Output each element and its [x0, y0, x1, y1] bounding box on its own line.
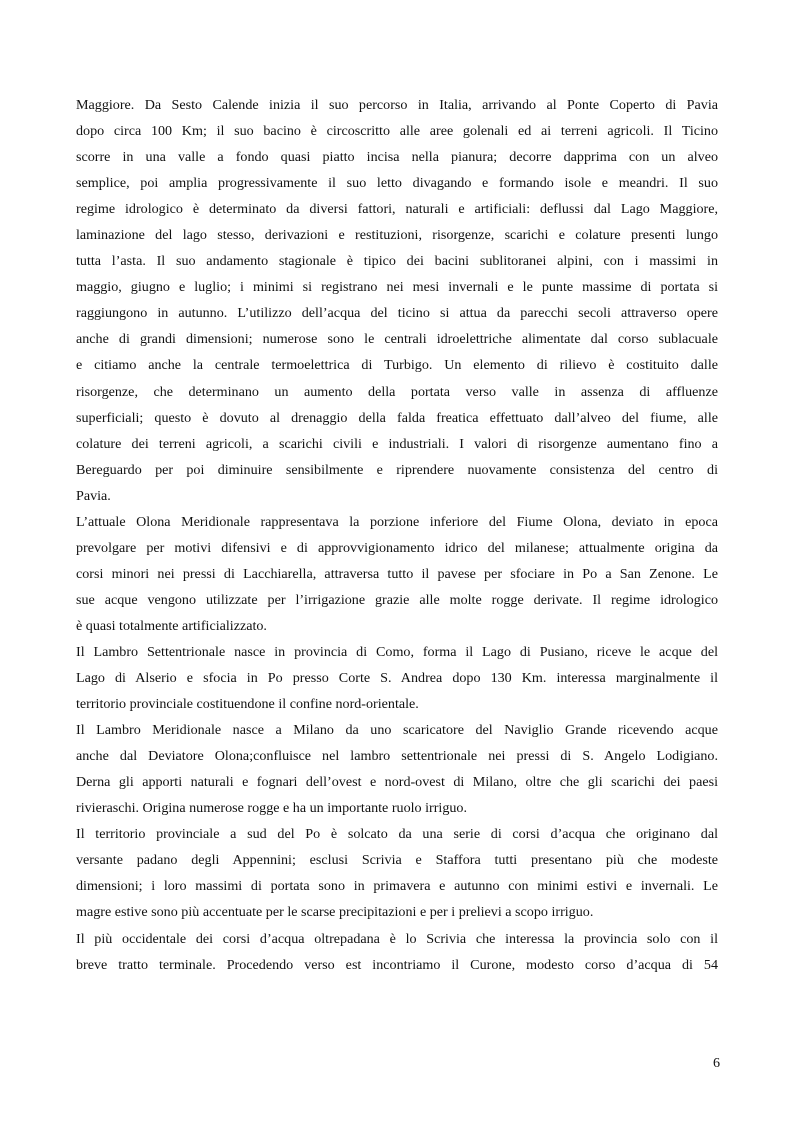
- paragraph-scrivia: [76, 926, 718, 978]
- text-line: rivieraschi. Origina numerose rogge e ha un importante ruolo irriguo.: [76, 800, 467, 817]
- text-line: Maggiore. Da Sesto Calende inizia il suo percorso in Italia, arrivando al Ponte Coperto di Pavia: [76, 97, 718, 113]
- text-line: tutta l’asta. Il suo andamento stagionale è tipico dei bacini sublitoranei alpini, con i massimi in: [76, 253, 718, 270]
- text-line: territorio provinciale costituendone il confine nord-orientale.: [76, 696, 419, 713]
- paragraph-lambro-meridionale: [76, 717, 718, 821]
- text-line: prevolgare per motivi difensivi e di approvvigionamento idrico del milanese; attualmente origina da: [76, 539, 718, 556]
- text-line: semplice, poi amplia progressivamente il suo letto divagando e formando isole e meandri. Il suo: [76, 175, 718, 192]
- text-line: superficiali; questo è dovuto al drenaggio della falda freatica effettuato dall’alveo del fiume, alle: [76, 409, 718, 426]
- text-line: versante padano degli Appennini; esclusi Scrivia e Staffora tutti presentano più che modeste: [76, 852, 718, 869]
- paragraph-olona-meridionale: [76, 509, 718, 639]
- text-line: Il più occidentale dei corsi d’acqua oltrepadana è lo Scrivia che interessa la provincia solo con il: [76, 930, 718, 947]
- text-line: Bereguardo per poi diminuire sensibilmente e riprendere nuovamente consistenza del centro di: [76, 461, 718, 478]
- text-line: colature dei terreni agricoli, a scarichi civili e industriali. I valori di risorgenze aumentano fino a: [76, 435, 718, 452]
- text-line: magre estive sono più accentuate per le scarse precipitazioni e per i prelievi a scopo irriguo.: [76, 904, 594, 921]
- body-text: [76, 92, 718, 978]
- text-line: dopo circa 100 Km; il suo bacino è circoscritto alle aree golenali ed ai terreni agricoli. Il Ticino: [76, 123, 718, 140]
- text-line: dimensioni; i loro massimi di portata sono in primavera e autunno con minimi estivi e invernali. Le: [76, 878, 718, 895]
- text-line: è quasi totalmente artificializzato.: [76, 617, 267, 634]
- text-line: e citiamo anche la centrale termoelettrica di Turbigo. Un elemento di rilievo è costituito dalle: [76, 357, 718, 374]
- text-line: breve tratto terminale. Procedendo verso est incontriamo il Curone, modesto corso d’acqua di 54: [76, 956, 718, 973]
- text-line: anche di grandi dimensioni; numerose sono le centrali idroelettriche alimentate dal corso sublacuale: [76, 331, 718, 348]
- text-line: regime idrologico è determinato da diversi fattori, naturali e artificiali: deflussi dal Lago Maggiore,: [76, 201, 718, 218]
- text-line: Lago di Alserio e sfocia in Po presso Corte S. Andrea dopo 130 Km. interessa marginalmente il: [76, 670, 718, 687]
- text-line: anche dal Deviatore Olona;confluisce nel lambro settentrionale nei pressi di S. Angelo Lodigiano.: [76, 748, 718, 765]
- paragraph-lambro-settentrionale: [76, 639, 718, 717]
- text-line: Il territorio provinciale a sud del Po è solcato da una serie di corsi d’acqua che originano dal: [76, 826, 718, 843]
- text-line: L’attuale Olona Meridionale rappresentava la porzione inferiore del Fiume Olona, deviato in epoca: [76, 513, 718, 530]
- text-line: Pavia.: [76, 487, 111, 504]
- text-line: Il Lambro Meridionale nasce a Milano da uno scaricatore del Naviglio Grande ricevendo acque: [76, 722, 718, 739]
- paragraph-territorio-sud-po: [76, 821, 718, 925]
- text-line: corsi minori nei pressi di Lacchiarella, attraversa tutto il pavese per sfociare in Po a San Zenone. Le: [76, 565, 718, 582]
- text-line: maggio, giugno e luglio; i minimi si registrano nei mesi invernali e le punte massime di portata si: [76, 279, 718, 296]
- text-line: sue acque vengono utilizzate per l’irrigazione grazie alle molte rogge derivate. Il regime idrologico: [76, 591, 718, 608]
- text-line: raggiungono in autunno. L’utilizzo dell’acqua del ticino si attua da parecchi secoli attraverso opere: [76, 305, 718, 322]
- text-line: Il Lambro Settentrionale nasce in provincia di Como, forma il Lago di Pusiano, riceve le acque del: [76, 643, 718, 660]
- text-line: risorgenze, che determinano un aumento della portata verso valle in assenza di affluenze: [76, 383, 718, 400]
- text-line: scorre in una valle a fondo quasi piatto incisa nella pianura; decorre dapprima con un alveo: [76, 149, 718, 166]
- page-number: 6: [712, 1055, 720, 1071]
- text-line: Derna gli apporti naturali e fognari dell’ovest e nord-ovest di Milano, oltre che gli scarichi dei paesi: [76, 774, 718, 791]
- text-line: laminazione del lago stesso, derivazioni e restituzioni, risorgenze, scarichi e colature presenti lungo: [76, 227, 718, 244]
- paragraph-ticino: [76, 92, 718, 509]
